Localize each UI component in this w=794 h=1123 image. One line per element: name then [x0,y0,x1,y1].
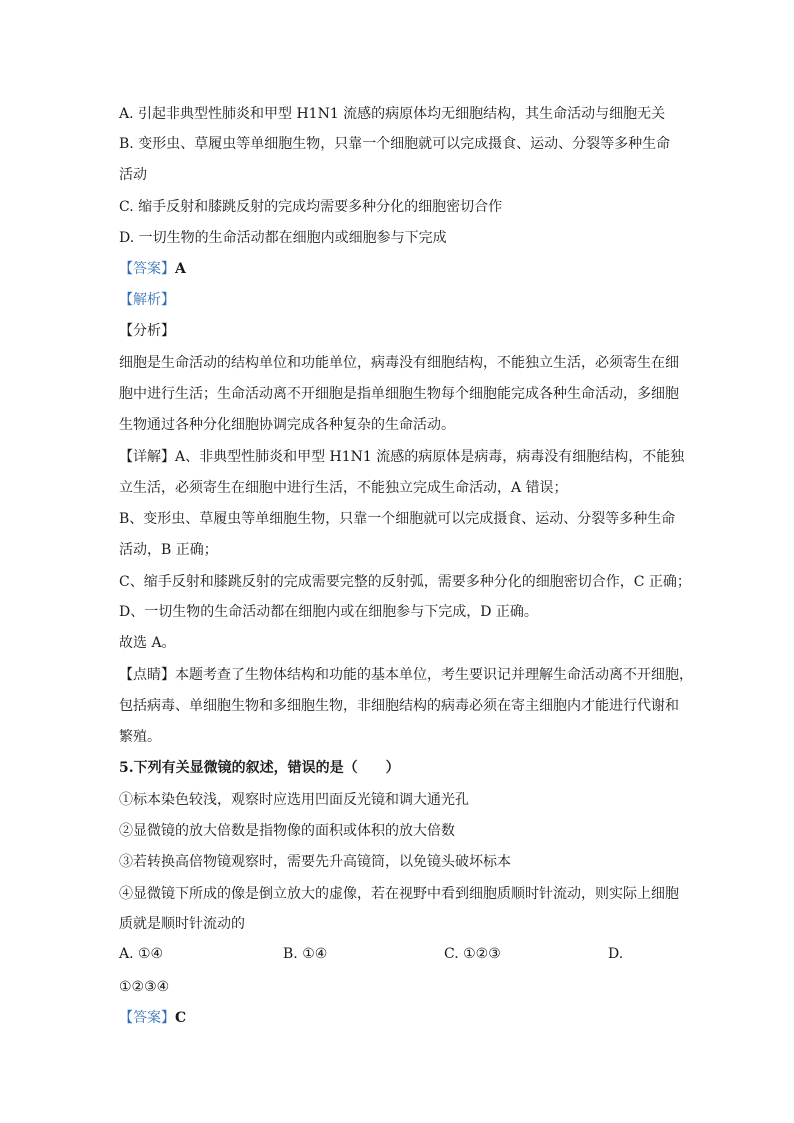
q5-option-c: C. ①②③ [444,946,501,962]
q5-answer-value: C [175,1010,187,1026]
q5-stem: 5.下列有关显微镜的叙述，错误的是（ ） [119,760,400,776]
comment-text-3: 繁殖。 [119,729,161,745]
comment-text-1: 本题考查了生物体结构和功能的基本单位，考生要识记并理解生命活动离不开细胞， [175,667,693,683]
detail-text-1: A、非典型性肺炎和甲型 H1N1 流感的病原体是病毒，病毒没有细胞结构，不能独 [175,449,685,465]
detail-text-6: D、一切生物的生命活动都在细胞内或在细胞参与下完成，D 正确。 [119,604,538,620]
fenxi-text-1: 细胞是生命活动的结构单位和功能单位，病毒没有细胞结构，不能独立生活，必须寄生在细 [119,355,679,371]
fenxi-text-3: 生物通过各种分化细胞协调完成各种复杂的生命活动。 [119,417,455,433]
answer-tag: 【答案】 [119,261,175,277]
q5-option-d: D. [608,946,624,962]
fenxi-text-2: 胞中进行生活；生命活动离不开细胞是指单细胞生物每个细胞能完成各种生命活动，多细胞 [119,386,679,402]
q5-option-a: A. ①④ [119,946,164,962]
q4-option-b-cont: 活动 [119,167,147,183]
fenxi-tag: 【分析】 [119,323,175,339]
detail-line-1 [119,447,684,467]
answer-value: A [175,261,186,277]
analysis-tag: 【解析】 [119,292,175,308]
q4-option-a: A. 引起非典型性肺炎和甲型 H1N1 流感的病原体均无细胞结构，其生命活动与细胞无关 [119,106,666,122]
detail-text-5: C、缩手反射和膝跳反射的完成需要完整的反射弧，需要多种分化的细胞密切合作，C 正确； [119,574,691,590]
comment-tag: 【点睛】 [119,667,175,683]
comment-line-1 [119,665,693,685]
q5-statement-3: ③若转换高倍物镜观察时，需要先升高镜筒，以免镜头破坏标本 [119,854,511,870]
detail-tag: 【详解】 [119,449,175,465]
comment-text-2: 包括病毒、单细胞生物和多细胞生物，非细胞结构的病毒必须在寄主细胞内才能进行代谢和 [119,698,679,714]
q4-option-b: B. 变形虫、草履虫等单细胞生物，只靠一个细胞就可以完成摄食、运动、分裂等多种生命 [119,136,671,152]
q5-statement-4: ④显微镜下所成的像是倒立放大的虚像，若在视野中看到细胞质顺时针流动，则实际上细胞 [119,886,679,902]
q5-statement-2: ②显微镜的放大倍数是指物像的面积或体积的放大倍数 [119,823,455,839]
q4-answer-line [119,259,186,279]
q4-option-d: D. 一切生物的生命活动都在细胞内或细胞参与下完成 [119,230,447,246]
detail-text-3: B、变形虫、草履虫等单细胞生物，只靠一个细胞就可以完成摄食、运动、分裂等多种生命 [119,511,676,527]
q4-option-c: C. 缩手反射和膝跳反射的完成均需要多种分化的细胞密切合作 [119,199,503,215]
detail-text-2: 立生活，必须寄生在细胞中进行生活，不能独立完成生命活动，A 错误； [119,480,568,496]
q5-option-d-cont: ①②③④ [119,979,170,995]
conclusion: 故选 A。 [119,635,176,651]
q5-answer-tag: 【答案】 [119,1010,175,1026]
q5-answer-line [119,1008,186,1028]
detail-text-4: 活动，B 正确； [119,542,218,558]
q5-option-b: B. ①④ [283,946,328,962]
q5-statement-1: ①标本染色较浅，观察时应选用凹面反光镜和调大通光孔 [119,792,469,808]
q5-statement-4-cont: 质就是顺时针流动的 [119,916,245,932]
